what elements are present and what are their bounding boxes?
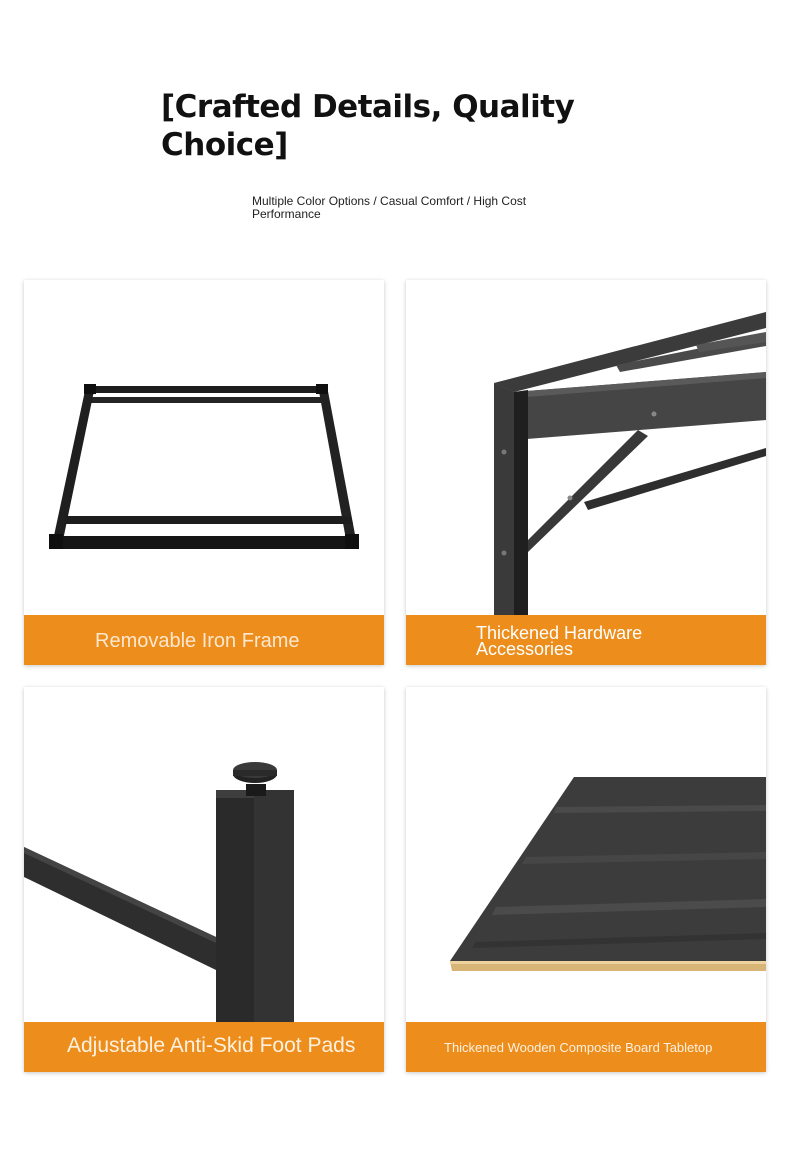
foot-pad-icon <box>24 687 384 1022</box>
feature-band <box>406 1022 766 1072</box>
foot-pad-photo <box>24 687 384 1022</box>
feature-band <box>24 615 384 665</box>
feature-label: Thickened Hardware Accessories <box>476 623 643 659</box>
feature-label: Thickened Wooden Composite Board Tabletop <box>444 1040 713 1055</box>
hardware-bracket-photo <box>406 280 766 615</box>
iron-frame-photo <box>24 280 384 615</box>
feature-card-tabletop <box>406 687 766 1072</box>
feature-band <box>406 615 766 665</box>
hardware-bracket-icon <box>406 280 766 615</box>
iron-frame-icon <box>24 280 384 615</box>
feature-card-hardware <box>406 280 766 665</box>
tabletop-board-icon <box>406 687 766 1022</box>
page-title: [Crafted Details, Quality Choice] <box>161 89 575 163</box>
tabletop-board-photo <box>406 687 766 1022</box>
feature-card-iron-frame <box>24 280 384 665</box>
feature-label: Adjustable Anti-Skid Foot Pads <box>67 1034 356 1057</box>
feature-label: Removable Iron Frame <box>95 630 300 652</box>
feature-card-foot-pads <box>24 687 384 1072</box>
page-subtitle: Multiple Color Options / Casual Comfort / High Cost Performance <box>252 194 527 221</box>
feature-band <box>24 1022 384 1072</box>
